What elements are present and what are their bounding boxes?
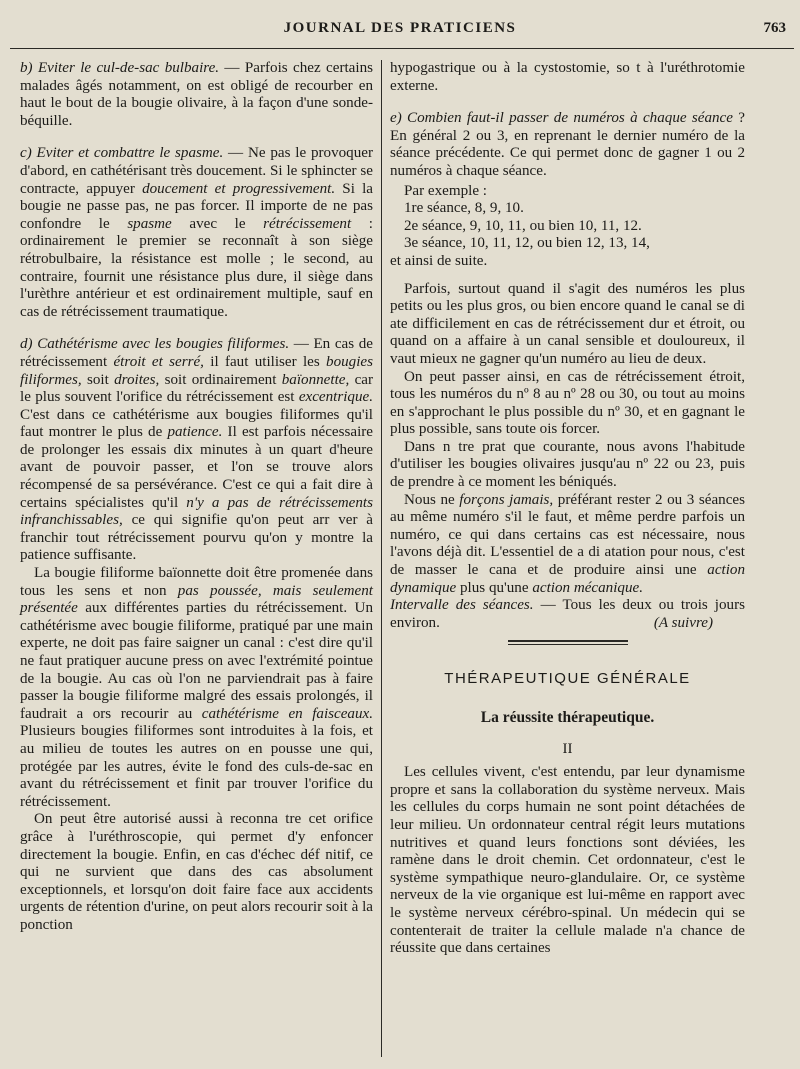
paragraph-bougie-baionnette: La bougie filiforme baïonnette doit être promenée dans tous les sens et non pas poussée, mais seulement présentée aux différentes parties du rétrécissement. Un cathétérisme avec bougie filiforme, pratiqué par une main experte, ne doit pas faire saigner un canal : c'est dire qu'il ne faut pratiquer aucune press on avec l'extrémité pointue de la bougie. Au cas où l'on ne parviendrait pas à faire passer la bougie filiforme malgré des essais prolongés, il faudrait a ors recourir au cathétérisme en faisceaux. Plusieurs bougies filiformes sont introduites à la fois, et au milieu de toutes les autres on en pousse une qui, protégée par les autres, évite le fond des culs-de-sac en avant du rétrécissement et finit par trouver l'orifice du rétrécissement. — [20, 565, 373, 810]
heading-b: b) Eviter le cul-de-sac bulbaire. — [20, 60, 220, 76]
page-number: 763 — [763, 20, 786, 36]
separator-rule-thin — [508, 644, 628, 645]
article-part-number: II — [562, 740, 573, 757]
example-line-3: 3e séance, 10, 11, 12, ou bien 12, 13, 14, — [404, 235, 650, 252]
example-line-1: 1re séance, 8, 9, 10. — [404, 200, 524, 217]
section-separator — [390, 640, 745, 650]
right-column — [390, 60, 745, 1059]
paragraph-dans-notre: Dans n tre prat que courante, nous avons l'habitude d'utiliser les bougies olivaires jusqu'au nº 22 ou 23, puis de prendre à ce moment les béniqués. — [390, 438, 745, 491]
page-header — [0, 14, 800, 44]
example-end: et ainsi de suite. — [390, 252, 488, 269]
heading-c: c) Eviter et combattre le spasme. — [20, 145, 224, 162]
left-column — [20, 60, 373, 1059]
paragraph-d: d) Cathétérisme avec les bougies filiformes. — En cas de rétrécissement étroit et serré, il faut utiliser les bougies filiformes, soit droites, soit ordinairement baïonnette, car le plus souvent l'orifice du rétrécissement est excentrique. C'est dans ce cathétérisme aux bougies filiformes qu'il faut montrer le plus de patience. Il est parfois nécessaire de prolonger les essais dix minutes à un quart d'heure avant de pouvoir passer, et l'on se trouve alors récompensé de sa persévérance. C'est ce qui a fait dire à certains spécialistes qu'il n'y a pas de rétrécissements infranchissables, ce qui signifie qu'on peut arr ver à franchir tout rétrécissement pourvu qu'on y montre la patience suffisante. — [20, 336, 374, 564]
example-intro: Par exemple : — [404, 182, 487, 199]
heading-e: e) Combien faut-il passer de numéros à chaque séance — [390, 110, 733, 127]
paragraph-c: c) Eviter et combattre le spasme. — Ne pas le provoquer d'abord, en cathétérisant très doucement. Si le sphincter se contracte, appuyer doucement et progressivement. Si la bougie ne passe pas, ne pas forcer. Il importe de ne pas confondre le spasme avec le rétrécissement : ordinairement le premier se reconnaît à son siège rétrobulbaire, la résistance est molle ; le second, au contraire, fournit une résistance plus dure, il siège dans l'urèthre antérieur et est ordinairement multiple, sauf en cas de rétrécissement traumatique. — [20, 145, 373, 320]
paragraph-nous-ne-forcons: Nous ne forçons jamais, préférant rester 2 ou 3 séances au même numéro s'il le faut, et même perdre parfois un numéro, ce qui dans certains cas est nécessaire, nous l'avons déjà dit. L'essentiel de a di atation pour nous, c'est de masser le cana et de produire ainsi une action dynamique plus qu'une action mécanique. — [390, 491, 745, 596]
paragraph-b: b) Eviter le cul-de-sac bulbaire. — Parfois chez certains malades âgés notamment, on est obligé de recourber en haut le bout de la bougie olivaire, à la façon d'une sonde-béquille. — [20, 60, 373, 129]
column-divider — [381, 60, 382, 1057]
heading-d: d) Cathétérisme avec les bougies filiformes. — [20, 336, 290, 353]
example-line-2: 2e séance, 9, 10, 11, ou bien 10, 11, 12. — [404, 217, 642, 234]
article-title: La réussite thérapeutique. — [480, 709, 655, 726]
paragraph-e: e) Combien faut-il passer de numéros à chaque séance ? En général 2 ou 3, en reprenant le dernier numéro de la séance précédente. Ce qui permet donc de gagner 1 ou 2 numéros à chaque séance. — [390, 110, 745, 179]
a-suivre: (A suivre) — [653, 614, 713, 631]
paragraph-cellules: Les cellules vivent, c'est entendu, par leur dynamisme propre et sans la collaboration du système nerveux. Mais les cellules du corps humain ne sont point détachées de leur milieu. Un ordonnateur central régit leurs mutations nutritives et quand leurs fonctions sont déviées, les ramène dans le droit chemin. Cet ordonnateur, c'est le système sympathique neuro-glandulaire. Or, ce système nerveux de la vie organique est lui-même en rapport avec le système nerveux cérébro-spinal. Un médecin qui se contenterait de traiter la cellule malade n'a chance de réussite que dans certaines — [390, 764, 745, 957]
paragraph-intervalle: Intervalle des séances. — Tous les deux ou trois jours environ. (A suivre) — [390, 597, 745, 631]
heading-intervalle: Intervalle des séances. — [390, 597, 534, 614]
paragraph-urethroscopie: On peut être autorisé aussi à reconna tre cet orifice grâce à l'uréthroscopie, qui permet d'y enfoncer directement la bougie. Enfin, en cas d'échec déf nitif, ce qui ne survient que dans des cas absolument exceptionnels, et lorsqu'on doit faire face aux accidents urgents de rétention d'urine, on peut alors recourir soit à la ponction — [20, 811, 373, 933]
paragraph-on-peut: On peut passer ainsi, en cas de rétrécissement étroit, tous les numéros du nº 8 au nº 28 ou 30, ou tout au moins en s'approchant le plus possible du nº 30, et en gagnant le plus possible, sans toute ois forcer. — [390, 368, 745, 438]
journal-title: JOURNAL DES PRATICIENS — [283, 20, 517, 36]
section-title: THÉRAPEUTIQUE GÉNÉRALE — [444, 670, 691, 688]
paragraph-parfois: Parfois, surtout quand il s'agit des numéros les plus petits ou les plus gros, ou bien encore quand le canal se di ate difficilement en cas de rétrécissement dur et étroit, ou quand on a affaire à un canal sensible et douloureux, il vaut mieux ne gagner qu'un numéro au lieu de deux. — [390, 280, 745, 367]
paragraph-continuation: hypogastrique ou à la cystostomie, so t à l'uréthrotomie externe. — [390, 60, 745, 94]
header-rule — [10, 48, 794, 49]
separator-rule-thick — [508, 640, 628, 642]
